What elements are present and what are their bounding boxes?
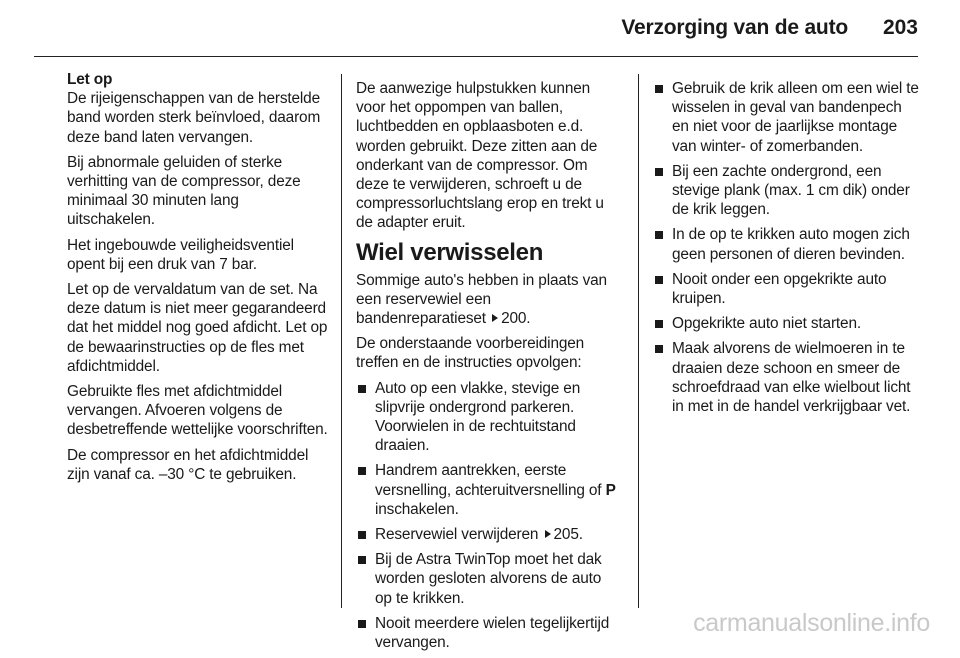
- column-divider-2: [638, 74, 639, 608]
- watermark: carmanualsonline.info: [693, 609, 930, 637]
- chapter-title: Verzorging van de auto: [621, 16, 848, 39]
- list-item-text: Handrem aantrekken, eerste versnelling, achteruitversnelling of: [375, 462, 602, 499]
- bullet-square-icon: [655, 345, 663, 353]
- list-item: [654, 225, 922, 263]
- section-paragraph-text: Sommige auto's hebben in plaats van een reservewiel een bandenreparatieset: [356, 271, 607, 328]
- list-item-text: Bij een zachte ondergrond, een stevige plank (max. 1 cm dik) onder de krik leggen.: [672, 162, 910, 219]
- list-item: [357, 525, 622, 544]
- list-item-text: Auto op een vlakke, stevige en slipvrije ondergrond parkeren. Voorwielen in de rechtuitstand draaien.: [375, 379, 581, 455]
- list-item-text: Opgekrikte auto niet starten.: [672, 315, 861, 333]
- section-heading: Wiel verwisselen: [356, 238, 544, 266]
- list-item-text: Maak alvorens de wielmoeren in te draaien deze schoon en smeer de schroefdraad van elke wielbout licht in met in de handel verkrijgbaar vet.: [672, 340, 911, 416]
- list-item: [357, 614, 622, 652]
- paragraph: Bij abnormale geluiden of sterke verhitting van de compressor, deze minimaal 30 minuten lang uitschakelen.: [67, 153, 301, 229]
- paragraph: Het ingebouwde veiligheidsventiel opent bij een druk van 7 bar.: [67, 236, 294, 273]
- column-1: [67, 70, 329, 490]
- page-ref-link[interactable]: 200.: [501, 310, 531, 328]
- list-item-text: In de op te krikken auto mogen zich geen personen of dieren bevinden.: [672, 226, 910, 263]
- paragraph: De compressor en het afdichtmiddel zijn vanaf ca. –30 °C te gebruiken.: [67, 446, 309, 483]
- bullet-square-icon: [655, 231, 663, 239]
- bullet-square-icon: [358, 556, 366, 564]
- bullet-square-icon: [655, 276, 663, 284]
- list-item-text: Gebruik de krik alleen om een wiel te wisselen in geval van bandenpech en niet voor de jaarlijkse montage van winter- of zomerbanden.: [672, 80, 919, 155]
- bullet-square-icon: [358, 467, 366, 475]
- paragraph: Gebruikte fles met afdichtmiddel vervangen. Afvoeren volgens de desbetreffende wettelijke voorschriften.: [67, 383, 328, 439]
- page-header: [0, 0, 960, 56]
- list-item: [357, 379, 622, 456]
- gear-p-label: P: [605, 481, 616, 499]
- page-ref-link[interactable]: 205.: [553, 526, 583, 544]
- paragraph: Let op de vervaldatum van de set. Na deze datum is niet meer gegarandeerd dat het middel nog goed afdicht. Let op de bewaarinstructies op de fles met afdichtmiddel.: [67, 281, 328, 375]
- list-item-text: Nooit onder een opgekrikte auto kruipen.: [672, 270, 887, 308]
- note-title: Let op: [67, 71, 113, 88]
- page-ref-arrow-icon: [545, 530, 551, 538]
- intro-paragraph: De aanwezige hulpstukken kunnen voor het oppompen van ballen, luchtbedden en opblaasboten e.d. worden gebruikt. Deze zitten aan de onderkant van de compressor. Om deze te verwijderen, schroeft u de compressorluchtslang erop en trekt u de adapter eruit.: [356, 80, 604, 232]
- list-item: [357, 461, 622, 519]
- list-item-text: Nooit meerdere wielen tegelijkertijd vervangen.: [375, 614, 610, 652]
- list-item-text: Reservewiel verwijderen: [375, 526, 539, 544]
- list-item: [357, 550, 622, 608]
- bullet-square-icon: [358, 385, 366, 393]
- safety-list: [654, 79, 922, 416]
- column-3: [654, 79, 922, 422]
- note-text: De rijeigenschappen van de herstelde band worden sterk beïnvloed, daarom deze band laten vervangen.: [67, 90, 321, 146]
- list-item: [654, 270, 922, 308]
- bullet-square-icon: [655, 85, 663, 93]
- bullet-square-icon: [358, 620, 366, 628]
- list-item: [654, 339, 922, 416]
- section-paragraph: [356, 271, 622, 329]
- list-item: [654, 162, 922, 220]
- bullet-square-icon: [655, 320, 663, 328]
- list-item-text: inschakelen.: [375, 500, 459, 518]
- list-item: [654, 79, 922, 156]
- column-divider-1: [341, 74, 342, 608]
- section-paragraph: De onderstaande voorbereidingen treffen en de instructies opvolgen:: [356, 335, 585, 372]
- page-ref-arrow-icon: [492, 314, 498, 322]
- header-rule: [34, 56, 918, 57]
- page-number: 203: [882, 16, 918, 39]
- bullet-square-icon: [655, 168, 663, 176]
- list-item: [654, 314, 922, 333]
- column-2: [356, 79, 622, 658]
- instruction-list: [357, 379, 622, 653]
- list-item-text: Bij de Astra TwinTop moet het dak worden gesloten alvorens de auto op te krikken.: [375, 551, 602, 607]
- bullet-square-icon: [358, 531, 366, 539]
